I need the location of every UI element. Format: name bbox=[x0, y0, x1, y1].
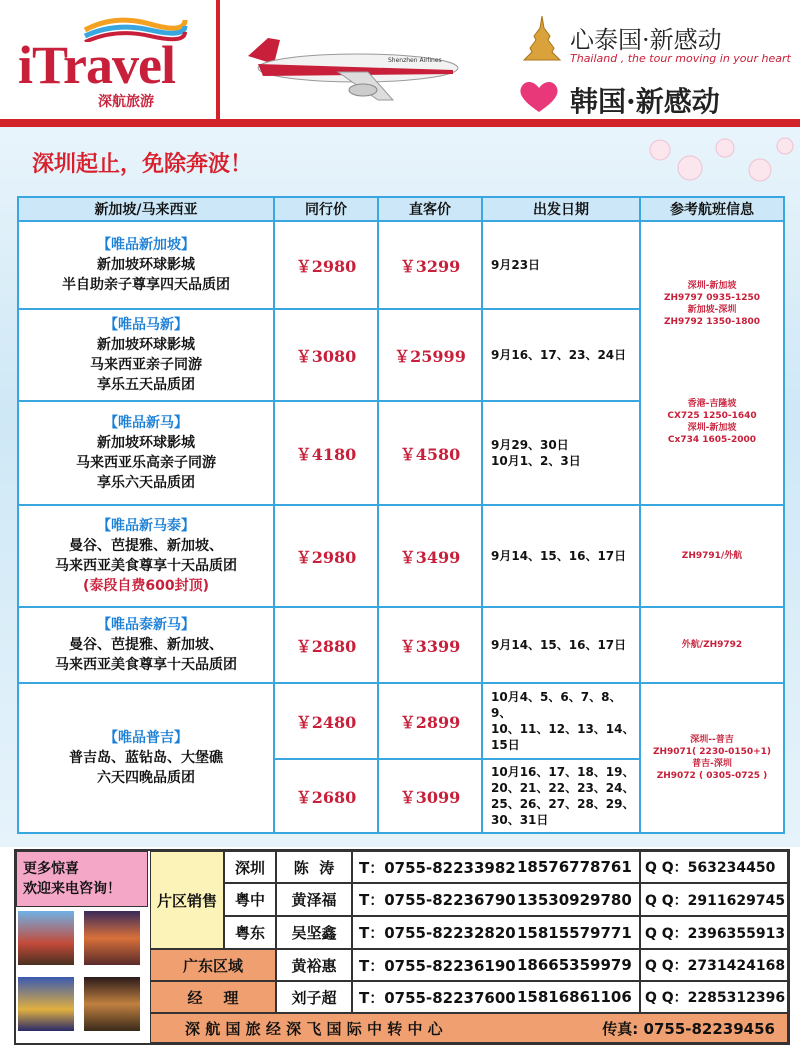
itravel-logo bbox=[18, 18, 208, 113]
guangdong-region-label: 广东区域 bbox=[150, 949, 276, 981]
phone-cell: T：0755-82236190 18665359979 bbox=[352, 949, 640, 981]
tour-name: 【唯品马新】 新加坡环球影城 马来西亚亲子同游 享乐五天品质团 bbox=[18, 309, 274, 401]
thailand-title: 心泰国·新感动 bbox=[570, 26, 722, 54]
area-label: 粤中 bbox=[224, 883, 276, 916]
phone-cell: T：0755-82237600 15816861106 bbox=[352, 981, 640, 1013]
departure-dates: 9月14、15、16、17日 bbox=[482, 505, 640, 607]
airplane-image bbox=[238, 28, 468, 108]
footer-fax: 传真: 0755-82239456 bbox=[602, 1019, 775, 1038]
footer-bar bbox=[150, 1013, 788, 1043]
header-divider bbox=[216, 0, 220, 120]
korea-title: 韩国·新感动 bbox=[570, 85, 720, 118]
retail-price: ￥3399 bbox=[378, 607, 482, 683]
retail-price: ￥3499 bbox=[378, 505, 482, 607]
agent-price: ￥2480 bbox=[274, 683, 378, 759]
airline-text: Shenzhen Airlines bbox=[388, 57, 442, 64]
qq-cell: Q Q：2285312396 bbox=[640, 981, 788, 1013]
departure-dates: 9月23日 bbox=[482, 221, 640, 309]
agent-price: ￥3080 bbox=[274, 309, 378, 401]
logo-text: iTravel bbox=[18, 35, 175, 95]
night-market-photo bbox=[82, 975, 142, 1033]
header-destination: 新加坡/马来西亚 bbox=[18, 197, 274, 221]
tour-name: 【唯品普吉】 普吉岛、蓝钻岛、大堡礁 六天四晚品质团 bbox=[18, 683, 274, 833]
tour-price-table bbox=[17, 196, 785, 834]
area-label: 粤东 bbox=[224, 916, 276, 949]
qq-cell: Q Q：2396355913 bbox=[640, 916, 788, 949]
header-flight: 参考航班信息 bbox=[640, 197, 784, 221]
tour-name: 【唯品泰新马】 曼谷、芭提雅、新加坡、 马来西亚美食尊享十天品质团 bbox=[18, 607, 274, 683]
pagoda-icon bbox=[520, 14, 564, 62]
flight-info: 深圳--普吉 ZH9071( 2230-0150+1) 普吉-深圳 ZH9072 ( 0305-0725 ) bbox=[640, 683, 784, 833]
blossom-decoration bbox=[630, 128, 800, 198]
phone-cell: T：0755-82236790 13530929780 bbox=[352, 883, 640, 916]
agent-price: ￥2980 bbox=[274, 505, 378, 607]
contact-name: 刘子超 bbox=[276, 981, 352, 1013]
promo-box: 更多惊喜 欢迎来电咨询！ bbox=[16, 851, 148, 907]
flight-info: 深圳-新加坡 ZH9797 0935-1250 新加坡-深圳 ZH9792 1350-1800 香港-吉隆坡 CX725 1250-1640 深圳-新加坡 Cx734 1605-2000 bbox=[640, 221, 784, 505]
departure-dates: 9月16、17、23、24日 bbox=[482, 309, 640, 401]
table-row bbox=[18, 683, 784, 759]
logo-subtitle: 深航旅游 bbox=[98, 94, 154, 110]
manager-label: 经 理 bbox=[150, 981, 276, 1013]
header-red-bar bbox=[0, 119, 800, 127]
phone-cell: T：0755-82233982 18576778761 bbox=[352, 851, 640, 883]
flight-info: ZH9791/外航 bbox=[640, 505, 784, 607]
header-departure: 出发日期 bbox=[482, 197, 640, 221]
region-sales-label: 片区销售 bbox=[150, 851, 224, 949]
qq-cell: Q Q：2731424168 bbox=[640, 949, 788, 981]
table-row bbox=[18, 505, 784, 607]
tour-name: 【唯品新加坡】 新加坡环球影城 半自助亲子尊享四天品质团 bbox=[18, 221, 274, 309]
contact-section bbox=[14, 849, 790, 1045]
slogan: 深圳起止，免除奔波！ bbox=[32, 151, 253, 177]
footer-org: 深 航 国 旅 经 深 飞 国 际 中 转 中 心 bbox=[185, 1019, 443, 1038]
retail-price: ￥3299 bbox=[378, 221, 482, 309]
thailand-subtitle: Thailand , the tour moving in your heart bbox=[570, 52, 791, 65]
retail-price: ￥3099 bbox=[378, 759, 482, 833]
photo-gallery bbox=[16, 909, 146, 1037]
contact-name: 黄裕惠 bbox=[276, 949, 352, 981]
table-row bbox=[18, 221, 784, 309]
retail-price: ￥4580 bbox=[378, 401, 482, 505]
phone-cell: T：0755-82232820 15815579771 bbox=[352, 916, 640, 949]
tour-name: 【唯品新马泰】 曼谷、芭提雅、新加坡、 马来西亚美食尊享十天品质团 (泰段自费600封顶) bbox=[18, 505, 274, 607]
header-agent-price: 同行价 bbox=[274, 197, 378, 221]
contact-name: 黄泽福 bbox=[276, 883, 352, 916]
agent-price: ￥2680 bbox=[274, 759, 378, 833]
departure-dates: 9月29、30日 10月1、2、3日 bbox=[482, 401, 640, 505]
agent-price: ￥2880 bbox=[274, 607, 378, 683]
heart-icon bbox=[516, 78, 562, 114]
contact-name: 吴坚鑫 bbox=[276, 916, 352, 949]
tour-name: 【唯品新马】 新加坡环球影城 马来西亚乐高亲子同游 享乐六天品质团 bbox=[18, 401, 274, 505]
header bbox=[0, 0, 800, 122]
palace-photo bbox=[16, 909, 76, 967]
street-photo bbox=[82, 909, 142, 967]
qq-cell: Q Q：563234450 bbox=[640, 851, 788, 883]
retail-price: ￥25999 bbox=[378, 309, 482, 401]
agent-price: ￥4180 bbox=[274, 401, 378, 505]
departure-dates: 10月16、17、18、19、 20、21、22、23、24、 25、26、27、28、29、 30、31日 bbox=[482, 759, 640, 833]
qq-cell: Q Q：2911629745 bbox=[640, 883, 788, 916]
agent-price: ￥2980 bbox=[274, 221, 378, 309]
retail-price: ￥2899 bbox=[378, 683, 482, 759]
temple-photo bbox=[16, 975, 76, 1033]
contact-name: 陈 涛 bbox=[276, 851, 352, 883]
header-retail-price: 直客价 bbox=[378, 197, 482, 221]
departure-dates: 10月4、5、6、7、8、9、 10、11、12、13、14、 15日 bbox=[482, 683, 640, 759]
flight-info: 外航/ZH9792 bbox=[640, 607, 784, 683]
table-row bbox=[18, 607, 784, 683]
area-label: 深圳 bbox=[224, 851, 276, 883]
departure-dates: 9月14、15、16、17日 bbox=[482, 607, 640, 683]
